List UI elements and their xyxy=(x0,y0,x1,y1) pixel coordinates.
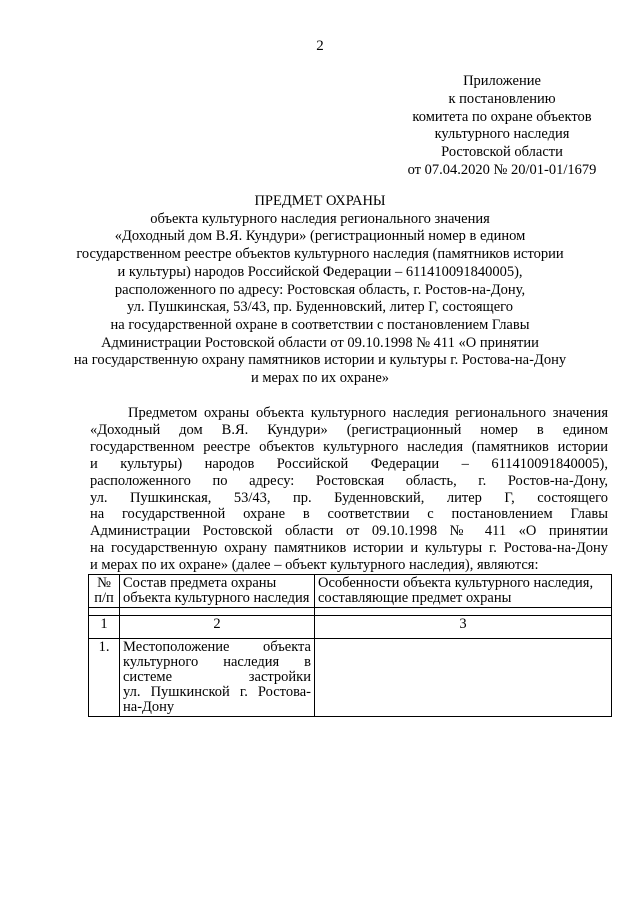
title-line: государственном реестре объектов культурного наследия (памятников истории xyxy=(76,246,564,263)
column-number: 2 xyxy=(120,616,315,639)
body-line: на государственной охране в соответствии с постановлением Главы xyxy=(90,506,608,523)
cell-line: Местоположение объекта xyxy=(123,639,311,655)
title-line: ул. Пушкинская, 53/43, пр. Буденновский, литер Г, состоящего xyxy=(127,299,513,316)
appendix-line: к постановлению xyxy=(448,90,556,107)
body-line: Предметом охраны объекта культурного наследия регионального значения xyxy=(128,405,608,421)
appendix-line: культурного наследия xyxy=(434,126,570,143)
cell-line: на-Дону xyxy=(123,699,175,715)
body-line: государственном реестре объектов культурного наследия (памятников истории xyxy=(90,438,608,455)
table-row xyxy=(89,639,612,717)
appendix-line: Ростовской области xyxy=(441,144,563,161)
body-line: «Доходный дом В.Я. Кундури» (регистрационный номер в едином xyxy=(90,421,608,438)
title-line: объекта культурного наследия регионального значения xyxy=(150,210,490,227)
title-line: на государственной охране в соответствии с постановлением Главы xyxy=(110,316,530,333)
body-line: ул. Пушкинская, 53/43, пр. Буденновский, литер Г, состоящего xyxy=(90,489,608,506)
body-line: расположенного по адресу: Ростовская область, г. Ростов-на-Дону, xyxy=(90,472,608,489)
cell-line: системе застройки xyxy=(123,669,311,685)
row-composition-cell xyxy=(120,639,315,717)
appendix-line: Приложение xyxy=(463,73,541,89)
body-line: и культуры) народов Российской Федерации – 611410091840005), xyxy=(90,455,608,472)
cell-line: ул. Пушкинской г. Ростова- xyxy=(123,684,311,700)
title-line: и мерах по их охране» xyxy=(250,370,390,387)
appendix-line: от 07.04.2020 № 20/01-01/1679 xyxy=(407,161,597,178)
column-number: 1 xyxy=(89,616,120,639)
page-number: 2 xyxy=(316,38,324,54)
header-features-cell: Особенности объекта культурного наследия, составляющие предмет охраны xyxy=(315,575,612,608)
appendix-block xyxy=(372,73,632,180)
title-line: Администрации Ростовской области от 09.10.1998 № 411 «О принятии xyxy=(101,334,539,351)
column-number-row xyxy=(89,616,612,639)
title-heading: ПРЕДМЕТ ОХРАНЫ xyxy=(254,193,386,209)
body-line: Администрации Ростовской области от 09.10.1998 № 411 «О принятии xyxy=(90,523,608,540)
row-number-cell: 1. xyxy=(89,639,120,717)
table-spacer-row xyxy=(89,608,612,616)
body-line: и мерах по их охране» (далее – объект культурного наследия), являются: xyxy=(90,557,539,574)
table-header-row xyxy=(89,575,612,608)
column-number: 3 xyxy=(315,616,612,639)
title-line: «Доходный дом В.Я. Кундури» (регистрационный номер в едином xyxy=(114,228,526,245)
protection-table xyxy=(88,574,612,717)
body-line: на государственную охрану памятников истории и культуры г. Ростова-на-Дону xyxy=(90,540,608,557)
title-line: расположенного по адресу: Ростовская область, г. Ростов-на-Дону, xyxy=(114,281,526,298)
document-title xyxy=(0,193,640,388)
body-paragraph xyxy=(90,405,608,574)
row-features-cell xyxy=(315,639,612,717)
header-number-cell: № п/п xyxy=(89,575,120,608)
title-line: на государственную охрану памятников истории и культуры г. Ростова-на-Дону xyxy=(73,352,567,369)
title-line: и культуры) народов Российской Федерации – 611410091840005), xyxy=(117,263,523,280)
header-composition-cell: Состав предмета охраны объекта культурного наследия xyxy=(120,575,315,608)
cell-line: культурного наследия в xyxy=(123,654,311,670)
appendix-line: комитета по охране объектов xyxy=(412,108,592,125)
